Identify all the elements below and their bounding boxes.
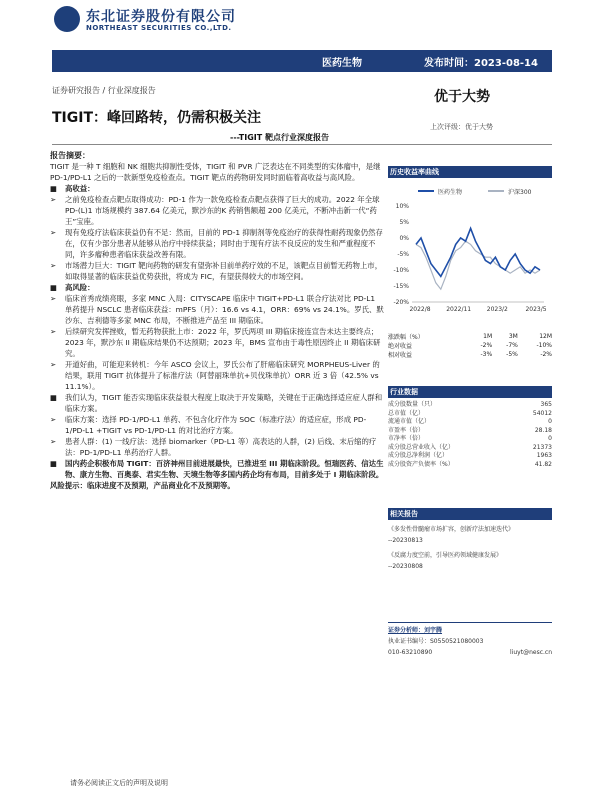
y-tick-label: 0% — [399, 235, 409, 242]
arrow-bullet-icon: ➢ — [50, 360, 57, 369]
y-tick-label: -15% — [393, 283, 409, 290]
related-reports-section — [388, 508, 552, 572]
table-header-cell: 涨跌幅（%） — [388, 334, 424, 341]
high-risk-heading: ■ 高风险： — [50, 283, 95, 292]
high-return-item: ➢ 市场潜力巨大：TIGIT 靶向药物的研发有望弥补目前单药疗效的不足，该靶点目前暂无药物上市，如取得显著的临床获益优势获批，将成为 FIC，有望获得较大的市场空间。 — [50, 261, 383, 281]
history-chart — [388, 178, 552, 318]
table-cell: -3% — [480, 351, 493, 358]
arrow-bullet-icon: ➢ — [50, 261, 57, 270]
bullet-icon: ■ — [50, 393, 57, 402]
table-row — [388, 350, 552, 359]
bullet-icon: ■ — [50, 283, 57, 292]
previous-rating: 上次评级：优于大势 — [430, 123, 493, 131]
report-type: 证券研究报告 / 行业深度报告 — [52, 86, 156, 95]
analyst-name: 证券分析师：刘宇腾 — [388, 627, 443, 634]
company-name-en: NORTHEAST SECURITIES CO.,LTD. — [86, 24, 232, 32]
table-cell: 相对收益 — [388, 352, 413, 359]
related-reports-list — [388, 524, 552, 572]
analyst-section — [388, 622, 552, 658]
y-tick-label: -10% — [393, 267, 409, 274]
domestic-layout: ■ 国内药企积极布局 TIGIT：百济神州目前进展最快，已推进至 III 期临床阶段。恒瑞医药、信达生物、康方生物、百奥泰、君实生物、天境生物等多国内药企均有布局，目前多处于 I 期临床阶段。 — [50, 459, 384, 479]
arrow-bullet-icon: ➢ — [50, 195, 57, 204]
table-cell: -7% — [506, 342, 518, 349]
company-name-cn: 东北证券股份有限公司 — [86, 9, 236, 25]
footer-disclaimer: 请务必阅读正文后的声明及说明 — [70, 779, 168, 787]
table-cell: -2% — [540, 351, 552, 358]
related-report-link[interactable]: 《多发性骨髓瘤市场扩容，创新疗法加速迭代》 — [388, 526, 515, 533]
arrow-bullet-icon: ➢ — [50, 415, 57, 424]
arrow-bullet-icon: ➢ — [50, 437, 57, 446]
x-tick-label: 2022/11 — [446, 306, 472, 313]
summary-heading: 报告摘要： — [50, 151, 90, 160]
sector-label: 医药生物 — [322, 58, 362, 69]
arrow-bullet-icon: ➢ — [50, 228, 57, 237]
table-header-row — [388, 332, 552, 341]
list-item: 市盈率（倍） 28.18 — [388, 426, 552, 434]
industry-data-title: 行业数据 — [388, 386, 552, 398]
analyst-info — [388, 625, 552, 658]
history-chart-section — [388, 166, 552, 322]
opinion-item: ➢ 临床方案：选择 PD-1/PD-L1 单药、不包含化疗作为 SOC（标准疗法）的适应症，形成 PD-1/PD-L1 +TIGIT vs PD-1/PD-L1 的对比治疗方案。 — [50, 415, 367, 435]
industry-data-section — [388, 386, 552, 469]
table-cell: -10% — [536, 342, 552, 349]
legend-label: 医药生物 — [438, 189, 463, 196]
history-chart-title: 历史收益率曲线 — [388, 166, 552, 178]
rating: 优于大势 — [434, 89, 490, 105]
high-risk-item: ➢ 后续研究发挥挫败，暂无药物获批上市：2022 年，罗氏两项 III 期临床接连宣告未达主要终点；2023 年，默沙东 II 期临床结果仍不达预期；2023 年，BMS 宣布由于毒性原因终止 II 期临床研究。 — [50, 327, 381, 358]
y-tick-label: 5% — [399, 219, 409, 226]
y-tick-label: -5% — [397, 251, 409, 258]
performance-table — [388, 332, 552, 359]
list-item: 成分股资产负债率（%） 41.82 — [388, 460, 552, 468]
list-item: 市净率（倍） 0 — [388, 435, 552, 442]
publish-date: 发布时间：2023-08-14 — [424, 58, 538, 69]
company-logo-icon — [54, 6, 80, 32]
divider — [52, 144, 552, 145]
analyst-phone: 010-63210890 — [388, 649, 433, 656]
high-risk-item: ➢ 开道好曲，可能迎来转机：今年 ASCO 会议上，罗氏公布了肝癌临床研究 MORPHEUS-Liver 的结果，联用 TIGIT 抗体提升了标准疗法（阿替丽珠单抗+贝伐珠单抗）ORR 近 3 倍（42.5% vs 11.1%）。 — [50, 360, 380, 391]
report-subtitle: ---TIGIT 靶点行业深度报告 — [230, 133, 330, 142]
list-item: 成分股总营业收入（亿） 21373 — [388, 443, 552, 451]
high-return-item: ➢ 之前免疫检查点靶点取得成功：PD-1 作为一款免疫检查点靶点获得了巨大的成功。2022 年全球 PD-(L)1 市场规模约 387.64 亿美元，默沙东的K 药销售额超 200 亿美元，不断冲击新一代“药王”宝座。 — [50, 195, 380, 226]
arrow-bullet-icon: ➢ — [50, 327, 57, 336]
table-cell: -5% — [506, 351, 518, 358]
table-header-cell: 3M — [508, 333, 518, 340]
bullet-icon: ■ — [50, 184, 57, 193]
industry-data-list — [388, 401, 552, 469]
legend-label: 沪深300 — [508, 189, 532, 196]
arrow-bullet-icon: ➢ — [50, 294, 57, 303]
table-header-cell: 1M — [483, 333, 493, 340]
list-item: 总市值（亿） 54012 — [388, 409, 552, 417]
related-reports-title: 相关报告 — [388, 508, 552, 520]
summary-intro: TIGIT 是一种 T 细胞和 NK 细胞共抑制性受体，TIGIT 和 PVR 广泛表达在不同类型的实体瘤中，是继 PD-1/PD-L1 之后的一款新型免疫检查点。TIGIT 靶点的药物研发同时面临着高收益与高风险。 — [50, 162, 381, 182]
analyst-email[interactable]: liuyt@nesc.cn — [510, 649, 552, 656]
high-risk-item: ➢ 临床首秀成绩亮眼，多家 MNC 入局：CITYSCAPE 临床中 TIGIT+PD-L1 联合疗法对比 PD-L1 单药提升 NSCLC 患者临床获益：mPFS（月）：16.6 vs 4.1，ORR：69% vs 24.1%。罗氏、默沙东、吉利德等多家 MNC 布局，不断推进产品至 III 期临床。 — [50, 294, 384, 325]
table-row — [388, 341, 552, 350]
related-report-link[interactable]: 《反腐力度空前，引导医药领域健康发展》 — [388, 552, 503, 559]
high-return-item: ➢ 现有免疫疗法临床获益仍有不足：然而，目前的 PD-1 抑制剂等免疫治疗的获得性耐药现象仍然存在，仅有少部分患者从能够从治疗中持续获益；同时由于现有疗法不良反应的发生和严重程度不同，许多瘤种患者临床获益改善有限。 — [50, 228, 383, 259]
opinion-item: ➢ 患者人群：(1) 一线疗法：选择 biomarker（PD-L1 等）高表达的人群，(2) 后线、末后缩的疗法：PD-1/PD-L1 单药治疗人群。 — [50, 437, 377, 457]
high-return-heading: ■ 高收益： — [50, 184, 95, 193]
list-item: 流通市值（亿） 0 — [388, 418, 552, 425]
x-tick-label: 2023/2 — [486, 306, 508, 313]
bullet-icon: ■ — [50, 459, 57, 468]
related-report-date: --20230813 — [388, 537, 423, 544]
analyst-contact — [388, 647, 552, 658]
list-item: 成分股数量（只） 365 — [388, 401, 552, 408]
table-header-cell: 12M — [539, 333, 552, 340]
related-report-date: --20230808 — [388, 563, 423, 570]
y-tick-label: 10% — [395, 203, 409, 210]
list-item: 成分股总净利润（亿） 1963 — [388, 452, 552, 459]
report-title: TIGIT：峰回路转，仍需积极关注 — [52, 110, 262, 126]
x-tick-label: 2022/8 — [409, 306, 431, 313]
report-summary — [50, 150, 384, 491]
performance-table-section — [388, 332, 552, 359]
y-tick-label: -20% — [393, 299, 409, 306]
table-cell: 绝对收益 — [388, 343, 413, 350]
table-cell: -2% — [480, 342, 493, 349]
opinion: ■ 我们认为，TIGIT 能否实现临床获益很大程度上取决于开发策略，关键在于正确选择适应症人群和临床方案。 — [50, 393, 383, 413]
risk-note: 风险提示：临床进度不及预期，产品商业化不及预期等。 — [50, 481, 235, 490]
x-tick-label: 2023/5 — [525, 306, 547, 313]
analyst-cert: 执业证书编号：S0550521080003 — [388, 638, 484, 645]
